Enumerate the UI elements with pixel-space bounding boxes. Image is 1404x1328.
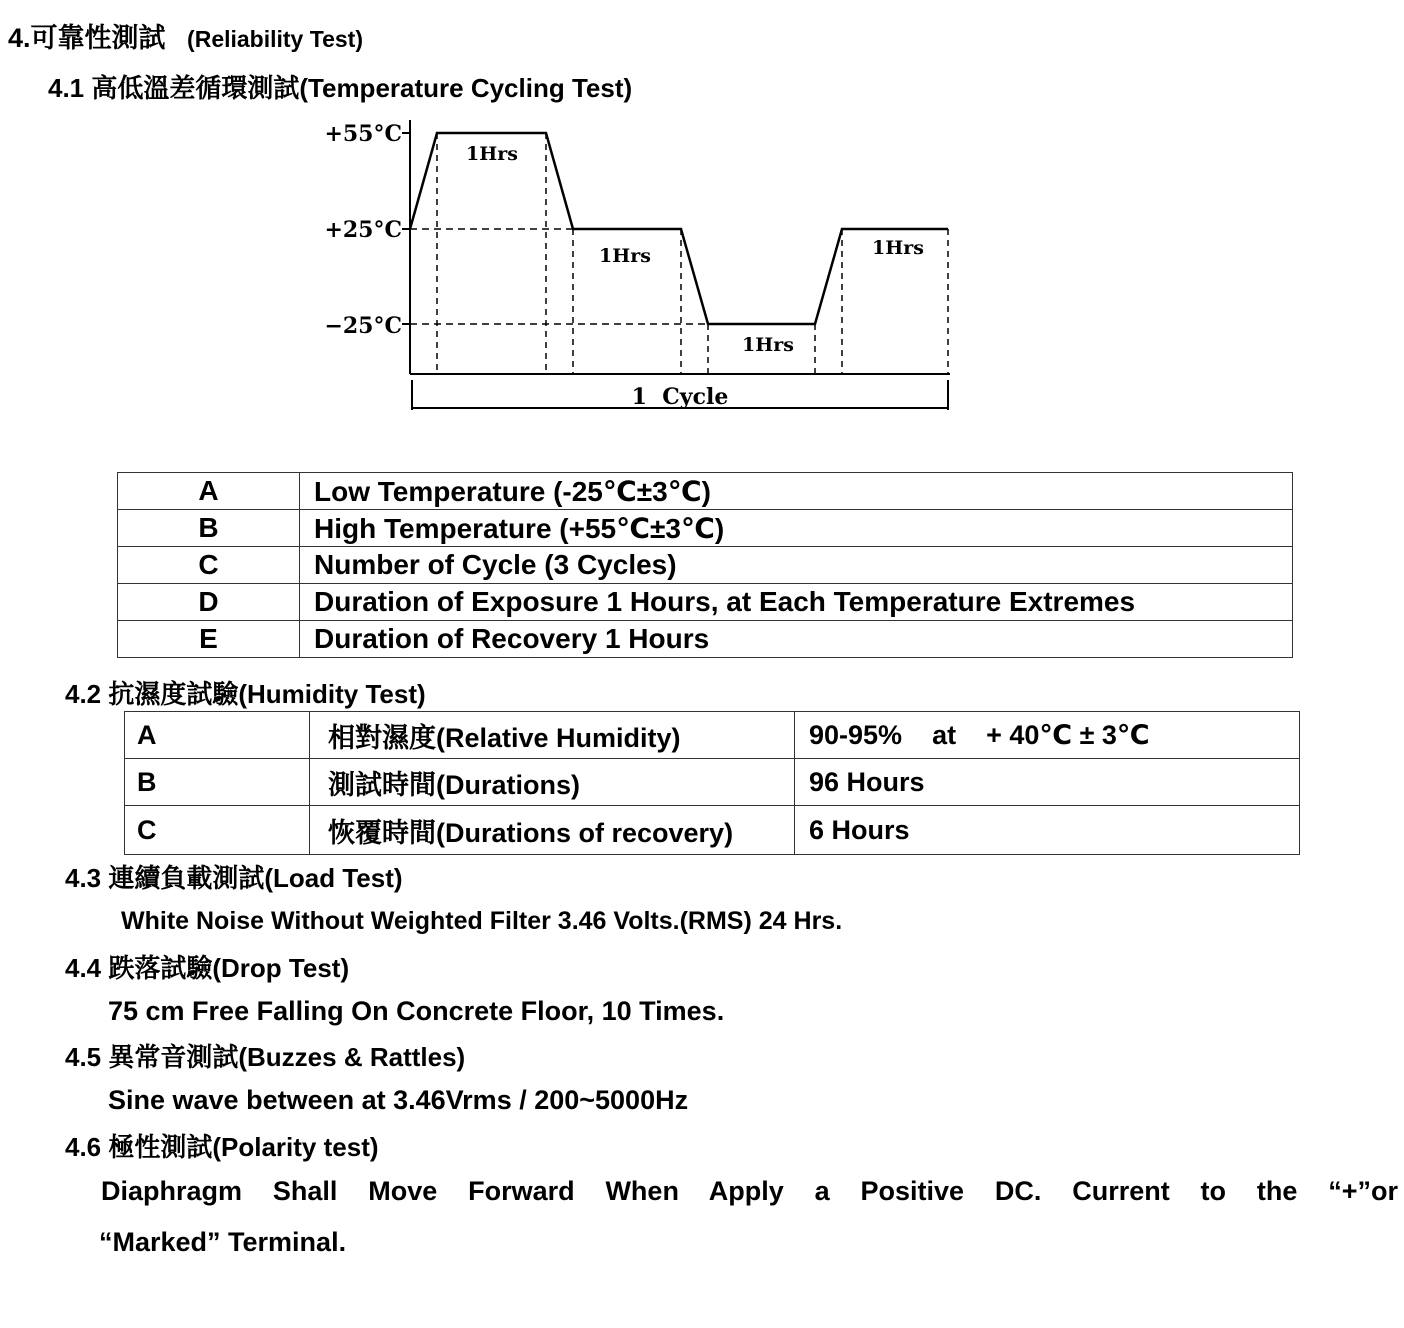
section-4-3-heading: 4.3 連續負載測試(Load Test) bbox=[65, 863, 403, 893]
row-item: 恢覆時間(Durations of recovery) bbox=[310, 806, 795, 855]
table-row bbox=[125, 759, 1300, 806]
y-label-25: +25°C bbox=[324, 217, 402, 243]
row-value: 90-95% at + 40℃ ± 3℃ bbox=[795, 712, 1300, 759]
row-value: 6 Hours bbox=[795, 806, 1300, 855]
temperature-cycling-table bbox=[117, 472, 1293, 658]
buzz-test-text: Sine wave between at 3.46Vrms / 200~5000Hz bbox=[108, 1085, 689, 1115]
table-row bbox=[125, 712, 1300, 759]
table-row bbox=[118, 621, 1293, 658]
y-label-minus25: −25°C bbox=[324, 313, 402, 339]
segment-label-recovery-2: 1Hrs bbox=[872, 237, 924, 259]
section-4-title-en: (Reliability Test) bbox=[187, 26, 363, 52]
row-key: B bbox=[125, 759, 310, 806]
humidity-test-table bbox=[124, 711, 1300, 855]
section-4-5-heading: 4.5 異常音測試(Buzzes & Rattles) bbox=[65, 1042, 466, 1072]
row-key: B bbox=[118, 510, 300, 547]
row-value: 96 Hours bbox=[795, 759, 1300, 806]
drop-test-text: 75 cm Free Falling On Concrete Floor, 10 Times. bbox=[108, 996, 725, 1026]
section-4-title-cn: 可靠性測試 bbox=[30, 23, 166, 53]
segment-label-high: 1Hrs bbox=[466, 143, 518, 165]
row-value: High Temperature (+55℃±3℃) bbox=[300, 510, 1293, 547]
cycle-label: 1 Cycle bbox=[631, 384, 729, 410]
row-item: 測試時間(Durations) bbox=[310, 759, 795, 806]
load-test-text: White Noise Without Weighted Filter 3.46 Volts.(RMS) 24 Hrs. bbox=[121, 907, 843, 935]
table-row bbox=[125, 806, 1300, 855]
table-row bbox=[118, 473, 1293, 510]
section-4-6-heading: 4.6 極性測試(Polarity test) bbox=[65, 1132, 379, 1162]
temperature-cycle-diagram bbox=[280, 112, 970, 417]
segment-label-recovery-1: 1Hrs bbox=[599, 245, 651, 267]
section-4-4-heading: 4.4 跌落試驗(Drop Test) bbox=[65, 953, 350, 983]
row-key: A bbox=[118, 473, 300, 510]
row-key: E bbox=[118, 621, 300, 658]
row-key: C bbox=[125, 806, 310, 855]
table-row bbox=[118, 547, 1293, 584]
section-4-1-heading: 4.1 高低溫差循環測試(Temperature Cycling Test) bbox=[48, 73, 633, 103]
section-4-heading bbox=[8, 16, 363, 55]
row-key: C bbox=[118, 547, 300, 584]
row-key: D bbox=[118, 584, 300, 621]
polarity-test-text-line2: “Marked” Terminal. bbox=[99, 1227, 347, 1257]
row-key: A bbox=[125, 712, 310, 759]
table-row bbox=[118, 584, 1293, 621]
row-item: 相對濕度(Relative Humidity) bbox=[310, 712, 795, 759]
polarity-test-text-line1: Diaphragm Shall Move Forward When Apply a Positive DC. Current to the “+”or bbox=[101, 1176, 1398, 1206]
row-value: Duration of Exposure 1 Hours, at Each Temperature Extremes bbox=[300, 584, 1293, 621]
table-row bbox=[118, 510, 1293, 547]
row-value: Duration of Recovery 1 Hours bbox=[300, 621, 1293, 658]
row-value: Number of Cycle (3 Cycles) bbox=[300, 547, 1293, 584]
y-label-55: +55°C bbox=[324, 121, 402, 147]
section-4-2-heading: 4.2 抗濕度試驗(Humidity Test) bbox=[65, 679, 426, 709]
section-4-number: 4. bbox=[8, 23, 31, 53]
segment-label-low: 1Hrs bbox=[742, 334, 794, 356]
row-value: Low Temperature (-25℃±3℃) bbox=[300, 473, 1293, 510]
